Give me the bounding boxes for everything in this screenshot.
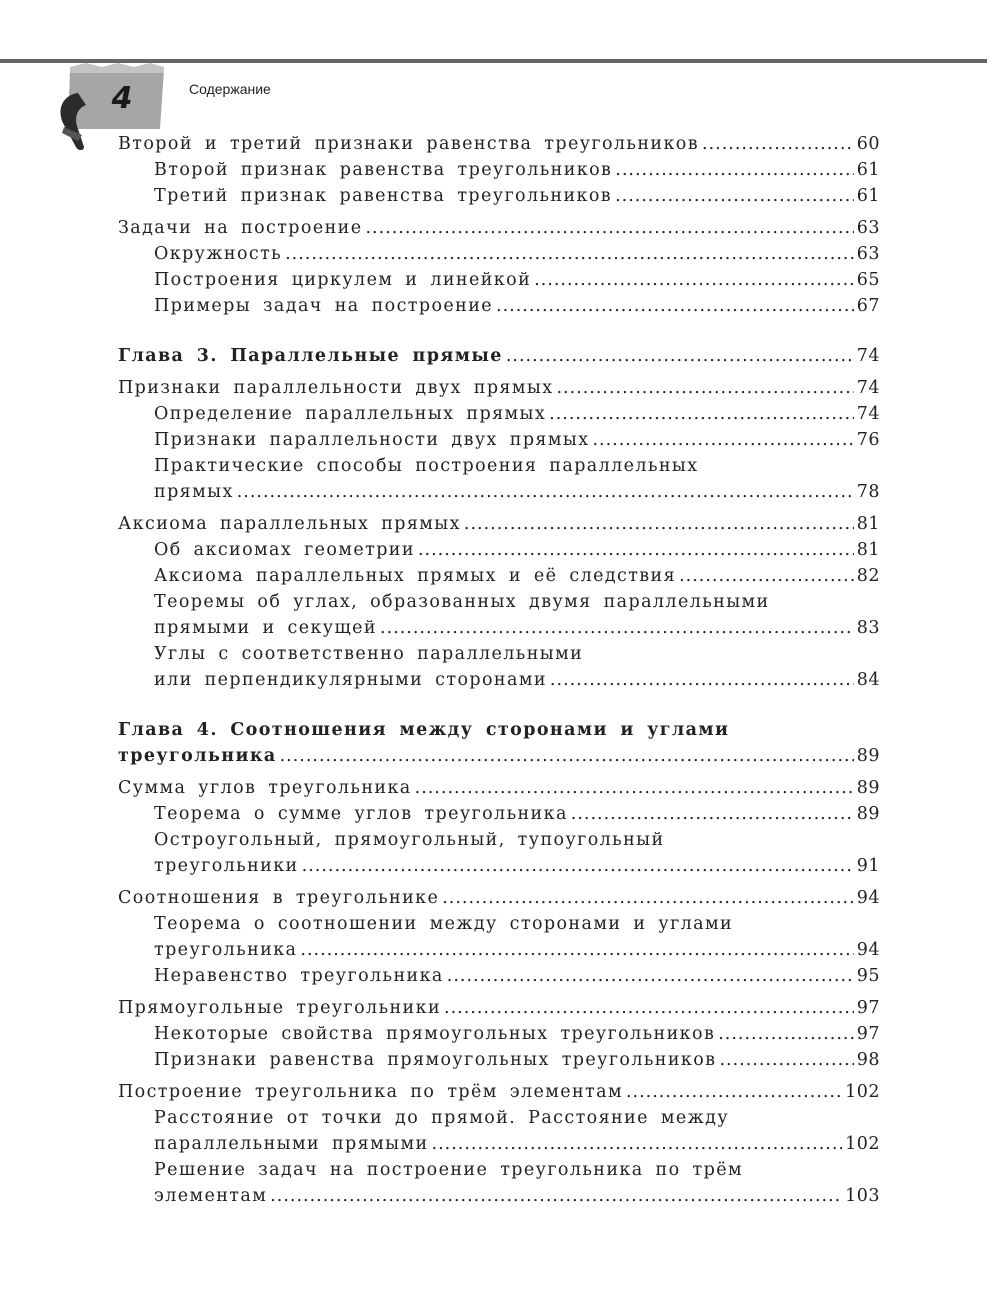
toc-section-entry[interactable] (118, 1079, 880, 1105)
toc-entry-title: Прямоугольные треугольники (118, 998, 442, 1018)
toc-page-number: 81 (856, 514, 880, 534)
toc-entry-title: Второй и третий признаки равенства треугольников (118, 134, 699, 154)
toc-subsection-entry[interactable] (118, 937, 880, 963)
toc-entry-title: элементам (154, 1186, 268, 1206)
toc-entry-title: Глава 3. Параллельные прямые (118, 346, 503, 366)
toc-entry-title: Признаки равенства прямоугольных треугольников (154, 1050, 717, 1070)
toc-entry-title: Определение параллельных прямых (154, 404, 547, 424)
toc-entry-title: Второй признак равенства треугольников (154, 160, 613, 180)
toc-leader-dots (571, 801, 854, 827)
toc-page-number: 102 (845, 1134, 880, 1154)
toc-leader-dots (280, 743, 854, 769)
toc-chapter-entry[interactable] (118, 343, 880, 369)
toc-page-number: 103 (845, 1186, 880, 1206)
toc-entry-title: Задачи на построение (118, 218, 363, 238)
toc-subsection-entry[interactable] (118, 667, 880, 693)
toc-page-number: 63 (856, 218, 880, 238)
toc-leader-dots (496, 293, 854, 319)
toc-entry-title: Соотношения в треугольнике (118, 888, 440, 908)
toc-section-entry[interactable] (118, 511, 880, 537)
toc-subsection-entry[interactable] (118, 427, 880, 453)
toc-entry-title: треугольника (154, 940, 298, 960)
toc-leader-dots (270, 1183, 842, 1209)
toc-entry-title: Глава 4. Соотношения между сторонами и углами (118, 720, 730, 740)
toc-leader-dots (432, 1131, 843, 1157)
toc-subsection-entry[interactable] (118, 1047, 880, 1073)
toc-entry-title: или перпендикулярными сторонами (154, 670, 547, 690)
toc-page-number: 98 (856, 1050, 880, 1070)
toc-leader-dots (718, 1021, 854, 1047)
toc-leader-dots (626, 1079, 842, 1105)
toc-subsection-entry[interactable] (118, 267, 880, 293)
toc-subsection-entry[interactable] (118, 1131, 880, 1157)
toc-entry-title: Об аксиомах геометрии (154, 540, 415, 560)
toc-entry-title: Расстояние от точки до прямой. Расстояние между (154, 1108, 730, 1128)
toc-entry-title: Практические способы построения параллельных (154, 456, 699, 476)
toc-entry-title: Остроугольный, прямоугольный, тупоугольный (154, 830, 665, 850)
toc-section-entry[interactable] (118, 375, 880, 401)
toc-page-number: 61 (856, 186, 880, 206)
toc-subsection-entry[interactable] (118, 1105, 880, 1131)
toc-entry-title: Построение треугольника по трём элементам (118, 1082, 623, 1102)
toc-leader-dots (592, 427, 853, 453)
toc-entry-title: Построения циркулем и линейкой (154, 270, 532, 290)
toc-leader-dots (534, 267, 854, 293)
toc-subsection-entry[interactable] (118, 1157, 880, 1183)
toc-page-number: 65 (856, 270, 880, 290)
toc-entry-title: Аксиома параллельных прямых и её следствия (154, 566, 677, 586)
toc-leader-dots (556, 375, 853, 401)
toc-entry-title: Теорема о сумме углов треугольника (154, 804, 568, 824)
toc-page-number: 74 (856, 404, 880, 424)
toc-leader-dots (442, 885, 853, 911)
toc-leader-dots (447, 963, 854, 989)
toc-section-entry[interactable] (118, 131, 880, 157)
toc-subsection-entry[interactable] (118, 537, 880, 563)
toc-entry-title: прямых (154, 482, 234, 502)
toc-page-number: 95 (856, 966, 880, 986)
toc-page-number: 76 (856, 430, 880, 450)
toc-leader-dots (506, 343, 854, 369)
toc-section-entry[interactable] (118, 995, 880, 1021)
toc-page-number: 97 (856, 998, 880, 1018)
page-number: 4 (111, 81, 133, 116)
toc-page-number: 78 (856, 482, 880, 502)
toc-leader-dots (702, 131, 854, 157)
toc-leader-dots (464, 511, 854, 537)
toc-entry-title: Теоремы об углах, образованных двумя параллельными (154, 592, 770, 612)
toc-entry-title: Некоторые свойства прямоугольных треугольников (154, 1024, 716, 1044)
toc-subsection-entry[interactable] (118, 641, 880, 667)
toc-subsection-entry[interactable] (118, 293, 880, 319)
toc-subsection-entry[interactable] (118, 563, 880, 589)
toc-page-number: 61 (856, 160, 880, 180)
toc-entry-title: треугольники (154, 856, 299, 876)
running-title: Содержание (189, 81, 271, 97)
toc-page-number: 89 (856, 804, 880, 824)
toc-subsection-entry[interactable] (118, 183, 880, 209)
toc-entry-title: Решение задач на построение треугольника по трём (154, 1160, 743, 1180)
toc-subsection-entry[interactable] (118, 401, 880, 427)
toc-subsection-entry[interactable] (118, 1021, 880, 1047)
toc-entry-title: Примеры задач на построение (154, 296, 494, 316)
toc-entry-title: Углы с соответственно параллельными (154, 644, 584, 664)
toc-leader-dots (615, 157, 853, 183)
toc-leader-dots (615, 183, 854, 209)
toc-entry-title: Аксиома параллельных прямых (118, 514, 461, 534)
toc-subsection-entry[interactable] (118, 963, 880, 989)
toc-page-number: 91 (856, 856, 880, 876)
toc-leader-dots (237, 479, 854, 505)
toc-page-number: 74 (856, 378, 880, 398)
toc-subsection-entry[interactable] (118, 615, 880, 641)
toc-page-number: 97 (856, 1024, 880, 1044)
toc-page-number: 67 (856, 296, 880, 316)
toc-entry-title: Теорема о соотношении между сторонами и углами (154, 914, 734, 934)
table-of-contents (118, 131, 880, 1209)
toc-entry-title: Третий признак равенства треугольников (154, 186, 613, 206)
toc-subsection-entry[interactable] (118, 157, 880, 183)
toc-page-number: 89 (856, 778, 880, 798)
toc-entry-title: Сумма углов треугольника (118, 778, 412, 798)
toc-entry-title: треугольника (118, 746, 277, 766)
toc-page-number: 94 (856, 888, 880, 908)
toc-subsection-entry[interactable] (118, 479, 880, 505)
toc-page-number: 94 (856, 940, 880, 960)
toc-leader-dots (719, 1047, 853, 1073)
toc-section-entry[interactable] (118, 885, 880, 911)
toc-section-entry[interactable] (118, 775, 880, 801)
toc-leader-dots (418, 537, 854, 563)
toc-subsection-entry[interactable] (118, 911, 880, 937)
toc-leader-dots (365, 215, 853, 241)
toc-leader-dots (444, 995, 854, 1021)
toc-page-number: 81 (856, 540, 880, 560)
toc-subsection-entry[interactable] (118, 241, 880, 267)
toc-subsection-entry[interactable] (118, 827, 880, 853)
toc-leader-dots (550, 667, 854, 693)
toc-subsection-entry[interactable] (118, 453, 880, 479)
toc-leader-dots (380, 615, 854, 641)
toc-leader-dots (285, 241, 854, 267)
toc-entry-title: Признаки параллельности двух прямых (154, 430, 590, 450)
toc-leader-dots (302, 853, 854, 879)
toc-entry-title: Признаки параллельности двух прямых (118, 378, 554, 398)
toc-page-number: 82 (856, 566, 880, 586)
toc-chapter-entry[interactable] (118, 743, 880, 769)
toc-subsection-entry[interactable] (118, 1183, 880, 1209)
toc-leader-dots (549, 401, 854, 427)
toc-subsection-entry[interactable] (118, 853, 880, 879)
toc-page-number: 74 (856, 346, 880, 366)
toc-section-entry[interactable] (118, 215, 880, 241)
toc-leader-dots (300, 937, 853, 963)
toc-page-number: 102 (845, 1082, 880, 1102)
toc-chapter-entry[interactable] (118, 717, 880, 743)
toc-subsection-entry[interactable] (118, 589, 880, 615)
toc-entry-title: параллельными прямыми (154, 1134, 429, 1154)
toc-page-number: 84 (856, 670, 880, 690)
toc-page-number: 60 (856, 134, 880, 154)
toc-entry-title: прямыми и секущей (154, 618, 377, 638)
toc-leader-dots (679, 563, 854, 589)
toc-page-number: 89 (856, 746, 880, 766)
toc-leader-dots (415, 775, 854, 801)
toc-entry-title: Неравенство треугольника (154, 966, 444, 986)
toc-entry-title: Окружность (154, 244, 283, 264)
toc-page-number: 83 (856, 618, 880, 638)
toc-subsection-entry[interactable] (118, 801, 880, 827)
toc-page-number: 63 (856, 244, 880, 264)
